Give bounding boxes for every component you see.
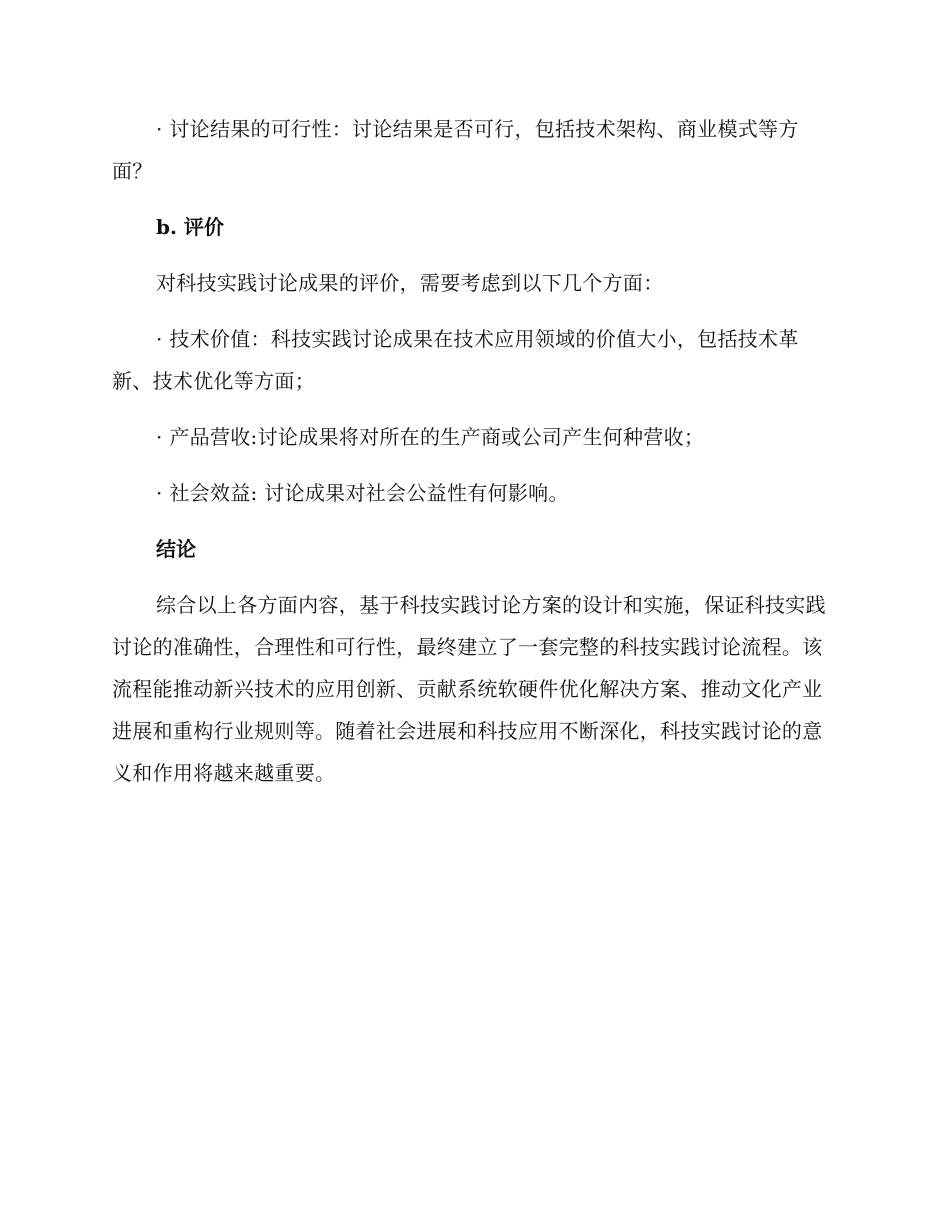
bullet-marker: · — [156, 425, 163, 449]
document-page — [112, 108, 834, 794]
section-heading-evaluation: b. 评价 — [156, 215, 224, 239]
bullet-text: 社会效益: 讨论成果对社会公益性有何影响。 — [169, 481, 569, 505]
bullet-feasibility — [112, 108, 834, 192]
conclusion-paragraph: 综合以上各方面内容，基于科技实践讨论方案的设计和实施，保证科技实践讨论的准确性，合理性和可行性，最终建立了一套完整的科技实践讨论流程。该流程能推动新兴技术的应用创新、贡献系统软硬件优化解决方案、推动文化产业进展和重构行业规则等。随着社会进展和科技应用不断深化，科技实践讨论的意义和作用将越来越重要。 — [112, 593, 826, 785]
bullet-marker: · — [156, 481, 163, 505]
bullet-text: 产品营收:讨论成果将对所在的生产商或公司产生何种营收； — [169, 425, 705, 449]
bullet-marker: · — [156, 327, 163, 351]
evaluation-intro: 对科技实践讨论成果的评价，需要考虑到以下几个方面： — [156, 271, 664, 295]
section-heading-conclusion: 结论 — [156, 537, 196, 561]
bullet-social-benefit — [112, 472, 834, 514]
bullet-tech-value — [112, 318, 834, 402]
bullet-marker: · — [156, 117, 163, 141]
bullet-text: 技术价值：科技实践讨论成果在技术应用领域的价值大小，包括技术革新、技术优化等方面； — [112, 327, 799, 393]
bullet-product-revenue — [112, 416, 834, 458]
bullet-text: 讨论结果的可行性：讨论结果是否可行，包括技术架构、商业模式等方面？ — [112, 117, 799, 183]
